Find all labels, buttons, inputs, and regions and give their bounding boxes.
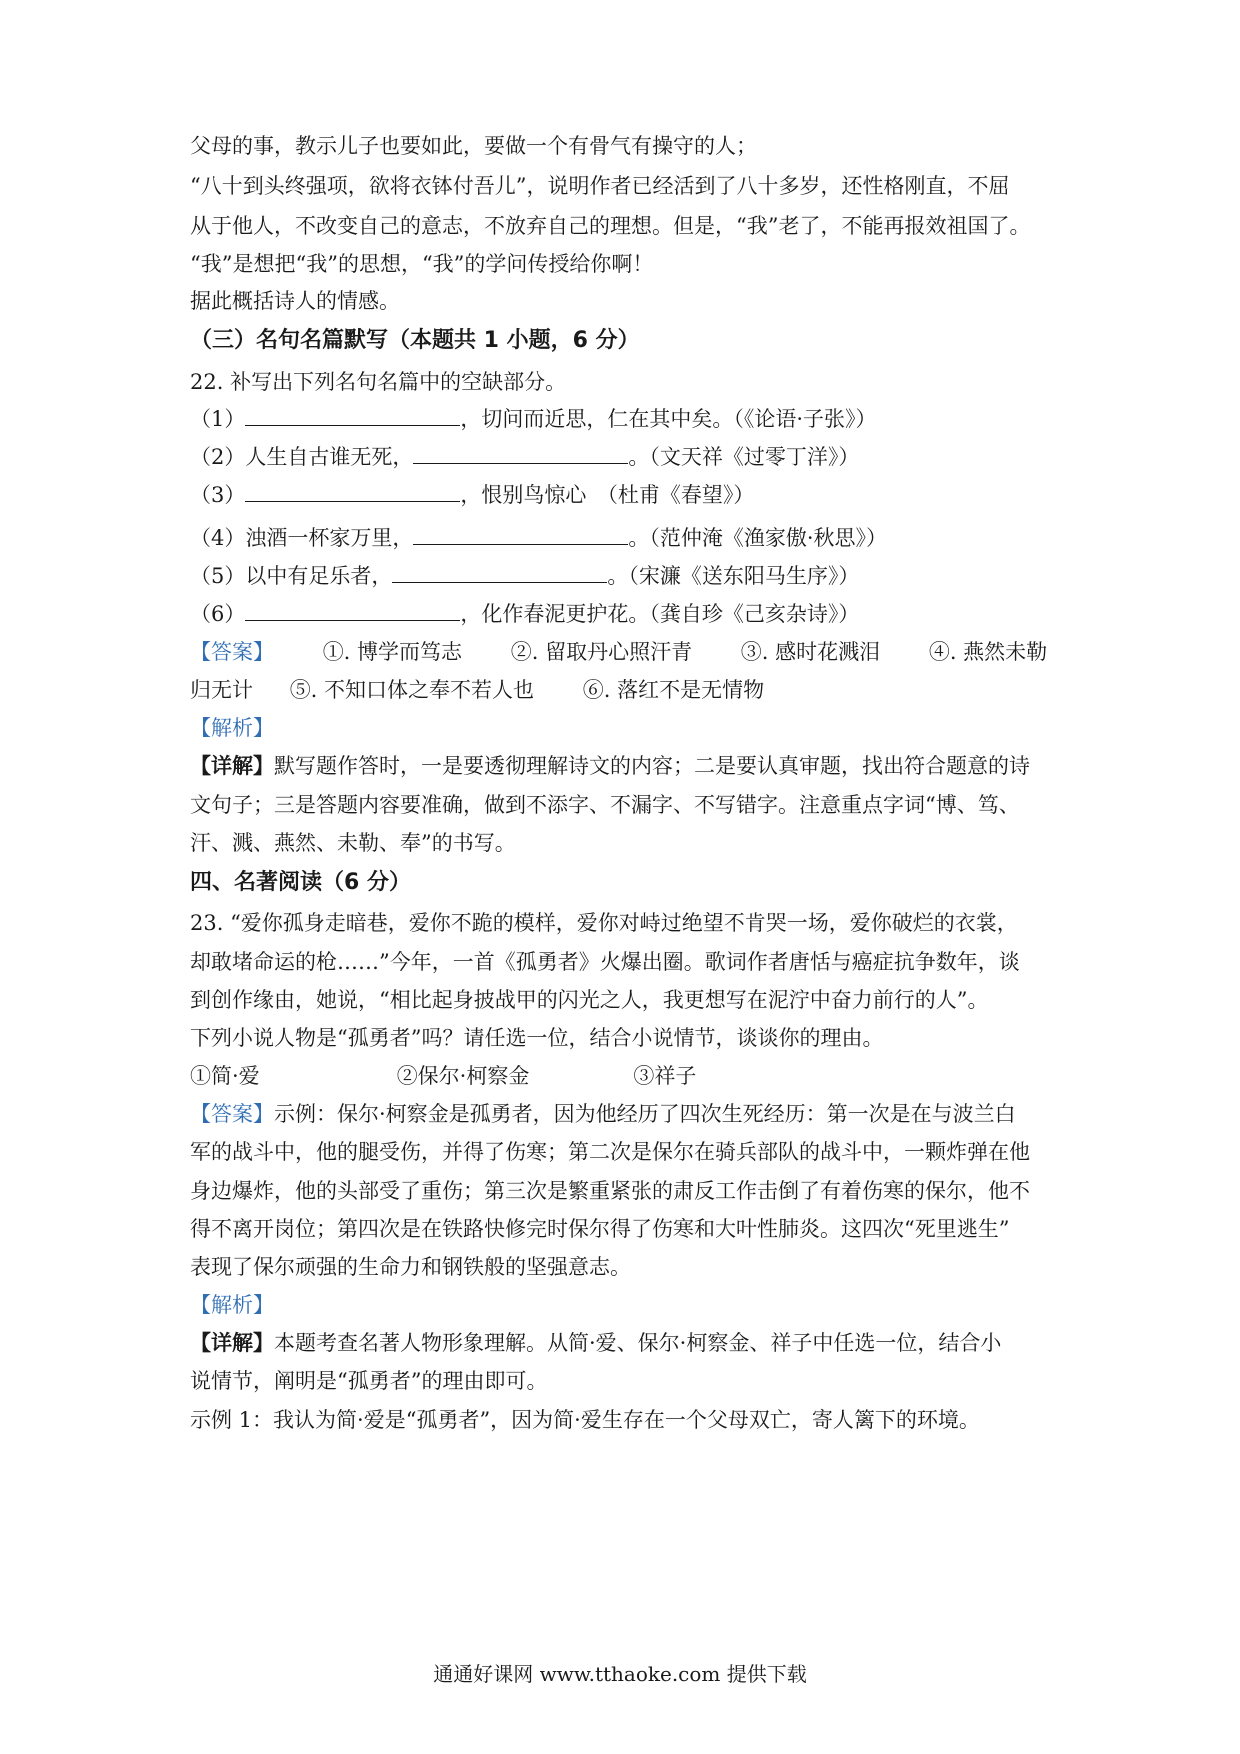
answer-row-22-cont bbox=[190, 676, 1060, 704]
answer-23-line-3: 身边爆炸，他的头部受了重伤；第三次是繁重紧张的肃反工作击倒了有着伤寒的保尔，他不 bbox=[190, 1179, 1030, 1203]
detail-22-line-1: 【详解】默写题作答时，一是要透彻理解诗文的内容；二是要认真审题，找出符合题意的诗 bbox=[190, 753, 1030, 778]
detail-22-line-3: 汗、溅、燕然、未勒、奉”的书写。 bbox=[190, 831, 516, 855]
detail-23-line-3: 示例 1：我认为简·爱是“孤勇者”，因为简·爱生存在一个父母双亡，寄人篱下的环境。 bbox=[190, 1408, 980, 1432]
answer-4-cont: 归无计 bbox=[190, 678, 253, 702]
fill-item-1: （1） ，切问而近思，仁在其中矣。（《论语·子张》） bbox=[190, 407, 877, 431]
detail-23-line-1: 【详解】本题考查名著人物形象理解。从简·爱、保尔·柯察金、祥子中任选一位，结合小 bbox=[190, 1330, 1002, 1355]
option-3: ③祥子 bbox=[633, 1064, 697, 1088]
detail-tag: 【详解】 bbox=[190, 753, 274, 778]
intro-line-4: “我”是想把“我”的思想，“我”的学问传授给你啊！ bbox=[190, 252, 654, 276]
option-2: ②保尔·柯察金 bbox=[396, 1064, 530, 1088]
answer-23-line-4: 得不离开岗位；第四次是在铁路快修完时保尔得了伤寒和大叶性肺炎。这四次“死里逃生” bbox=[190, 1217, 1010, 1241]
section4-heading: 四、名著阅读（6 分） bbox=[190, 870, 411, 895]
fill-item-4: （4）浊酒一杯家万里， 。（范仲淹《渔家傲·秋思》） bbox=[190, 526, 888, 550]
question-22: 22. 补写出下列名句名篇中的空缺部分。 bbox=[190, 370, 567, 394]
fill-item-5: （5）以中有足乐者， 。（宋濂《送东阳马生序》） bbox=[190, 564, 860, 588]
intro-line-5: 据此概括诗人的情感。 bbox=[190, 289, 400, 313]
answer-23-line-2: 军的战斗中，他的腿受伤，并得了伤寒；第二次是保尔在骑兵部队的战斗中，一颗炸弹在他 bbox=[190, 1140, 1030, 1164]
answer-2: ②. 留取丹心照汗青 bbox=[510, 640, 693, 664]
intro-line-1: 父母的事，教示儿子也要如此，要做一个有骨气有操守的人； bbox=[190, 134, 757, 158]
analysis-tag: 【解析】 bbox=[190, 716, 274, 740]
fill-blank[interactable] bbox=[392, 562, 607, 583]
answer-tag: 【答案】 bbox=[190, 640, 274, 664]
question-23-line-2: 却敢堵命运的枪……”今年，一首《孤勇者》火爆出圈。歌词作者唐恬与癌症抗争数年，谈 bbox=[190, 950, 1020, 974]
answer-23-line-5: 表现了保尔顽强的生命力和钢铁般的坚强意志。 bbox=[190, 1255, 631, 1279]
intro-line-2: “八十到头终强项，欲将衣钵付吾儿”，说明作者已经活到了八十多岁，还性格刚直，不屈 bbox=[190, 174, 1010, 198]
answer-1: ①. 博学而笃志 bbox=[322, 640, 463, 664]
answer-3: ③. 感时花溅泪 bbox=[740, 640, 881, 664]
answer-row-22 bbox=[190, 638, 1060, 666]
answer-tag: 【答案】 bbox=[190, 1102, 274, 1126]
answer-4: ④. 燕然未勒 bbox=[928, 640, 1048, 664]
section3-heading: （三）名句名篇默写（本题共 1 小题，6 分） bbox=[190, 328, 640, 353]
fill-item-2: （2）人生自古谁无死， 。（文天祥《过零丁洋》） bbox=[190, 445, 860, 469]
fill-blank[interactable] bbox=[413, 443, 628, 464]
page-footer: 通通好课网 www.tthaoke.com 提供下载 bbox=[433, 1662, 807, 1686]
answer-6: ⑥. 落红不是无情物 bbox=[582, 678, 765, 702]
question-23-line-4: 下列小说人物是“孤勇者”吗？请任选一位，结合小说情节，谈谈你的理由。 bbox=[190, 1026, 884, 1050]
question-23-line-3: 到创作缘由，她说，“相比起身披战甲的闪光之人，我更想写在泥泞中奋力前行的人”。 bbox=[190, 988, 989, 1012]
option-1: ①简·爱 bbox=[190, 1064, 260, 1088]
fill-item-3: （3） ，恨别鸟惊心 （杜甫《春望》） bbox=[190, 483, 755, 507]
fill-blank[interactable] bbox=[245, 405, 460, 426]
detail-tag: 【详解】 bbox=[190, 1330, 274, 1355]
fill-blank[interactable] bbox=[245, 600, 460, 621]
answer-23-line-1: 【答案】示例：保尔·柯察金是孤勇者，因为他经历了四次生死经历：第一次是在与波兰白 bbox=[190, 1102, 1016, 1126]
fill-blank[interactable] bbox=[245, 481, 460, 502]
question-23-line-1: 23. “爱你孤身走暗巷，爱你不跪的模样，爱你对峙过绝望不肯哭一场，爱你破烂的衣裳， bbox=[190, 911, 1018, 935]
answer-5: ⑤. 不知口体之奉不若人也 bbox=[289, 678, 535, 702]
detail-23-line-2: 说情节，阐明是“孤勇者”的理由即可。 bbox=[190, 1369, 548, 1393]
options-row bbox=[190, 1062, 1060, 1090]
intro-line-3: 从于他人，不改变自己的意志，不放弃自己的理想。但是，“我”老了，不能再报效祖国了。 bbox=[190, 214, 1031, 238]
detail-22-line-2: 文句子；三是答题内容要准确，做到不添字、不漏字、不写错字。注意重点字词“博、笃、 bbox=[190, 793, 1020, 817]
analysis-tag-23: 【解析】 bbox=[190, 1293, 274, 1317]
fill-blank[interactable] bbox=[413, 524, 628, 545]
fill-item-6: （6） ，化作春泥更护花。（龚自珍《己亥杂诗》） bbox=[190, 602, 860, 626]
